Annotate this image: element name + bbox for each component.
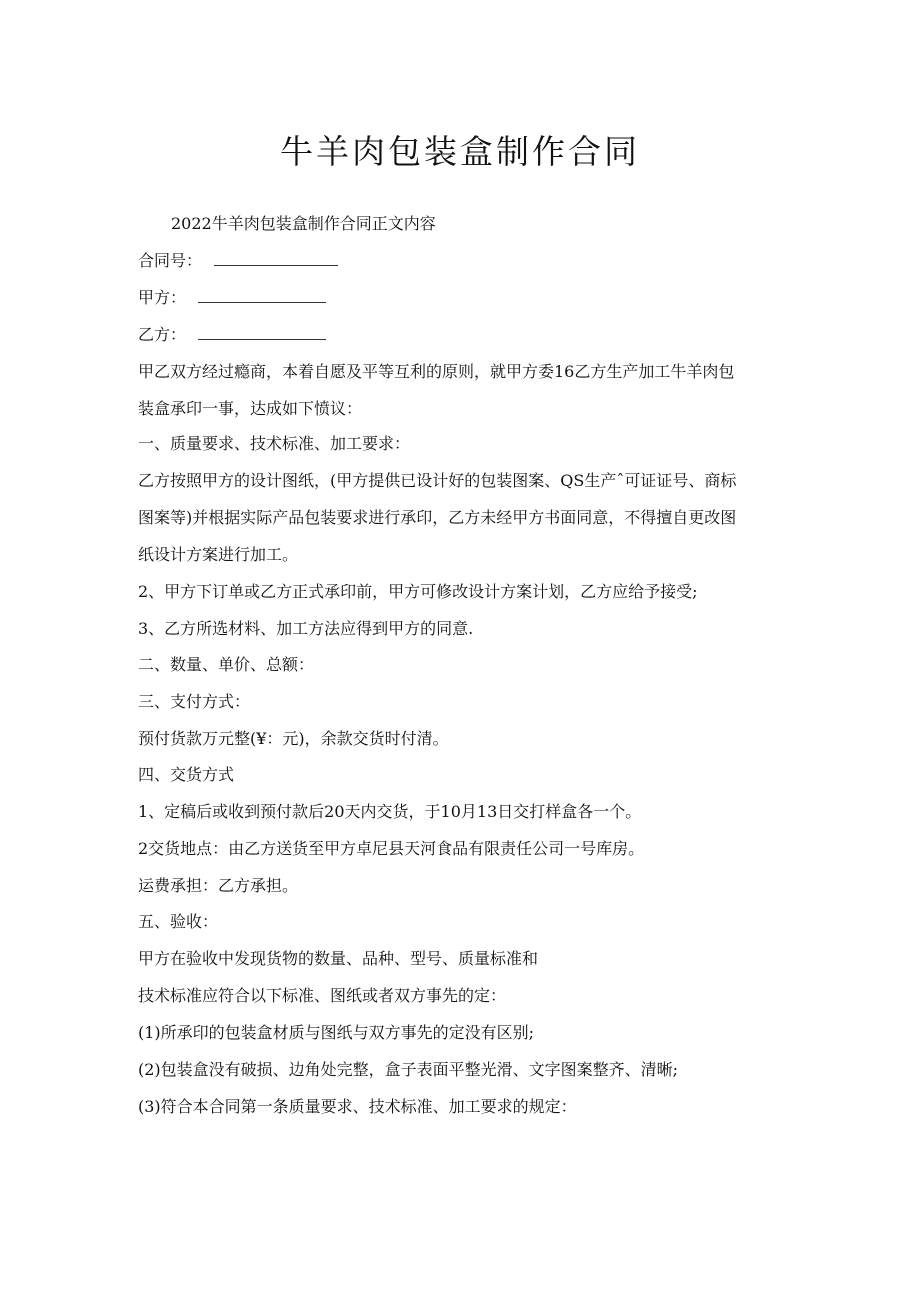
party-b-blank — [198, 325, 326, 340]
body-line: 乙方按照甲方的设计图纸，(甲方提供已设计好的包装图案、QS生产ˆ可证证号、商标 — [138, 471, 737, 490]
contract-number-blank — [214, 251, 338, 266]
section-heading: 四、交货方式 — [138, 765, 235, 784]
body-line: 甲方在验收中发现货物的数量、品种、型号、质量标准和 — [138, 949, 539, 968]
body-line: 2、甲方下订单或乙方正式承印前，甲方可修改设计方案计划，乙方应给予接受; — [138, 582, 698, 601]
party-a-field — [138, 288, 788, 308]
contract-number-field — [138, 251, 788, 271]
section-heading: 一、质量要求、技术标准、加工要求： — [138, 434, 411, 453]
party-b-field — [138, 325, 788, 345]
body-line: (1)所承印的包装盒材质与图纸与双方事先的定没有区别; — [138, 1023, 535, 1042]
body-line: 装盒承印一事，达成如下愤议： — [138, 399, 363, 418]
section-heading: 三、支付方式： — [138, 692, 251, 711]
body-line: 图案等)并根据实际产品包装要求进行承印，乙方未经甲方书面同意，不得擅自更改图 — [138, 508, 737, 527]
body-line: 运费承担：乙方承担。 — [138, 876, 299, 895]
body-line: (2)包装盒没有破损、边角处完整，盒子表面平整光滑、文字图案整齐、清晰; — [138, 1060, 679, 1079]
document-title: 牛羊肉包装盒制作合同 — [280, 132, 640, 171]
section-heading: 二、数量、单价、总额： — [138, 655, 315, 674]
body-line: 纸设计方案进行加工。 — [138, 545, 299, 564]
party-a-blank — [198, 288, 326, 303]
body-line: 甲乙双方经过瘾商，本着自愿及平等互利的原则，就甲方委16乙方生产加工牛羊肉包 — [138, 362, 735, 381]
body-line: 3、乙方所选材料、加工方法应得到甲方的同意. — [138, 619, 474, 638]
party-b-label: 乙方： — [138, 325, 187, 344]
body-line: 1、定稿后或收到预付款后20天内交货，于10月13日交打样盒各一个。 — [138, 802, 642, 821]
body-line: 2交货地点：由乙方送货至甲方卓尼县天河食品有限责任公司一号库房。 — [138, 839, 645, 858]
body-line: 预付货款万元整(¥：元)，余款交货时付清。 — [138, 729, 449, 748]
document-subtitle: 2022牛羊肉包装盒制作合同正文内容 — [171, 214, 436, 233]
body-line: (3)符合本合同第一条质量要求、技术标准、加工要求的规定： — [138, 1097, 577, 1116]
contract-number-label: 合同号： — [138, 251, 203, 270]
section-heading: 五、验收： — [138, 912, 219, 931]
body-line: 技术标准应符合以下标准、图纸或者双方事先的定： — [138, 986, 507, 1005]
party-a-label: 甲方： — [138, 288, 187, 307]
